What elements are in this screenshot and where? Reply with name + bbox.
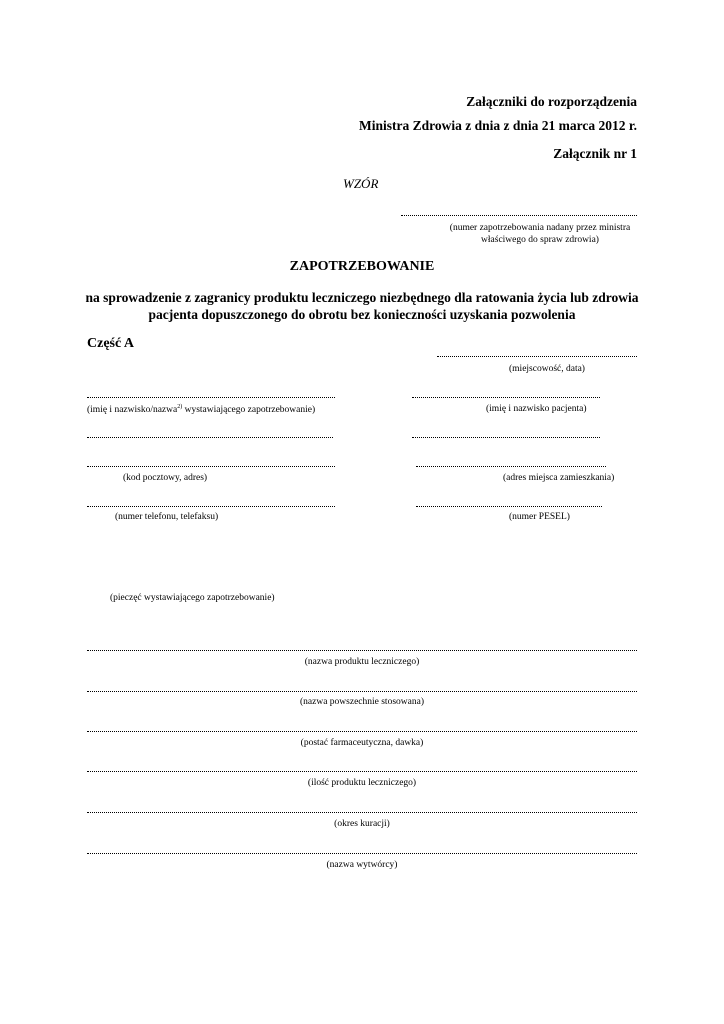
wzor-label: WZÓR <box>343 176 379 191</box>
request-number-caption <box>440 222 640 246</box>
header-line-3: Załącznik nr 1 <box>553 146 637 161</box>
patient-address-caption: (adres miejsca zamieszkania) <box>503 473 615 483</box>
issuer-name-caption <box>87 404 315 415</box>
patient-address-field[interactable] <box>416 465 606 467</box>
product-name-field[interactable] <box>87 649 637 651</box>
manufacturer-caption: (nazwa wytwórcy) <box>326 860 398 870</box>
patient-name-field[interactable] <box>412 396 600 398</box>
issuer-name-caption-b: wystawiającego zapotrzebowanie) <box>182 405 316 416</box>
treatment-period-field[interactable] <box>87 811 637 813</box>
stamp-caption: (pieczęć wystawiającego zapotrzebowanie) <box>110 593 275 603</box>
common-name-caption: (nazwa powszechnie stosowana) <box>300 697 424 707</box>
issuer-address-field[interactable] <box>87 465 335 467</box>
place-date-field[interactable] <box>437 355 637 357</box>
subtitle-line-2: pacjenta dopuszczonego do obrotu bez konieczności uzyskania pozwolenia <box>148 307 576 322</box>
issuer-name-caption-a: (imię i nazwisko/nazwa <box>87 405 178 416</box>
issuer-address-caption: (kod pocztowy, adres) <box>123 473 208 483</box>
patient-name-caption: (imię i nazwisko pacjenta) <box>486 404 587 414</box>
patient-pesel-field[interactable] <box>416 505 602 507</box>
footnote-mark: 2) <box>177 404 183 410</box>
manufacturer-field[interactable] <box>87 852 637 854</box>
issuer-name-field-2[interactable] <box>87 436 333 438</box>
place-date-caption: (miejscowość, data) <box>509 364 585 374</box>
document-title: ZAPOTRZEBOWANIE <box>289 259 435 274</box>
product-name-caption: (nazwa produktu leczniczego) <box>304 657 420 667</box>
patient-name-field-2[interactable] <box>412 436 600 438</box>
header-line-2: Ministra Zdrowia z dnia z dnia 21 marca 2012 r. <box>358 118 637 133</box>
form-dose-caption: (postać farmaceutyczna, dawka) <box>300 738 424 748</box>
issuer-name-field[interactable] <box>87 396 335 398</box>
request-number-caption-2: właściwego do spraw zdrowia) <box>481 235 599 245</box>
common-name-field[interactable] <box>87 690 637 692</box>
request-number-caption-1: (numer zapotrzebowania nadany przez ministra <box>449 223 631 233</box>
request-number-field[interactable] <box>401 214 637 216</box>
patient-pesel-caption: (numer PESEL) <box>509 512 570 522</box>
issuer-phone-caption: (numer telefonu, telefaksu) <box>115 512 219 522</box>
part-label: Część A <box>87 336 135 351</box>
issuer-phone-field[interactable] <box>87 505 335 507</box>
header-line-1: Załączniki do rozporządzenia <box>466 94 637 109</box>
form-dose-field[interactable] <box>87 730 637 732</box>
subtitle-line-1: na sprowadzenie z zagranicy produktu leczniczego niezbędnego dla ratowania życia lub zdrowia <box>85 290 639 305</box>
quantity-caption: (ilość produktu leczniczego) <box>307 778 417 788</box>
quantity-field[interactable] <box>87 770 637 772</box>
treatment-period-caption: (okres kuracji) <box>334 819 390 829</box>
